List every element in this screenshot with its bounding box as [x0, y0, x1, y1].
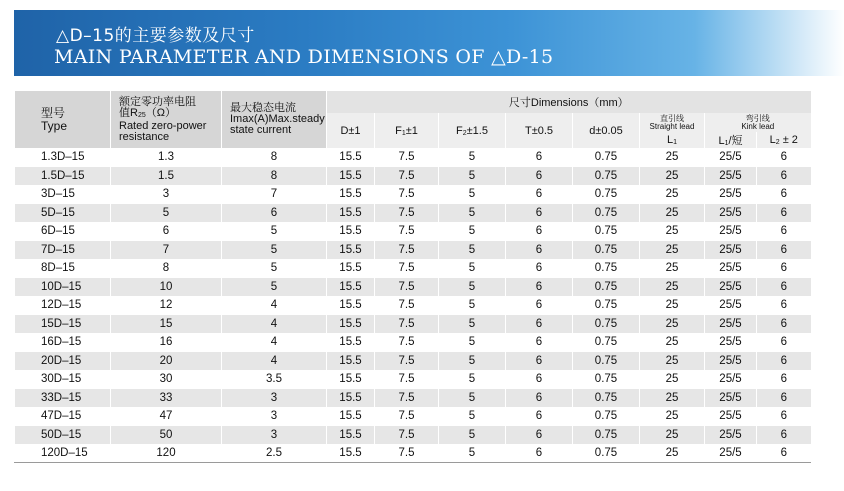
cell-f1: 7.5 [375, 222, 439, 241]
cell-model: 15D–15 [15, 315, 111, 334]
cell-model: 5D–15 [15, 204, 111, 223]
cell-resistance: 120 [111, 444, 222, 463]
table-row [15, 259, 811, 278]
cell-d: 15.5 [327, 259, 375, 278]
cell-f2: 5 [439, 185, 506, 204]
cell-current: 5 [222, 241, 327, 260]
cell-l1: 25 [640, 241, 705, 260]
cell-model: 50D–15 [15, 426, 111, 445]
cell-current: 4 [222, 352, 327, 371]
cell-l1: 25 [640, 389, 705, 408]
cell-t: 6 [506, 204, 573, 223]
cell-f1: 7.5 [375, 352, 439, 371]
header-l1-sub: 1 [673, 139, 678, 146]
cell-resistance: 50 [111, 426, 222, 445]
cell-l1-kink: 25/5 [705, 259, 757, 278]
cell-l2: 6 [757, 389, 811, 408]
cell-d: 15.5 [327, 278, 375, 297]
cell-t: 6 [506, 426, 573, 445]
cell-f1: 7.5 [375, 259, 439, 278]
cell-model: 47D–15 [15, 407, 111, 426]
table-row [15, 333, 811, 352]
header-f2-sub: 2 [462, 129, 467, 137]
cell-t: 6 [506, 222, 573, 241]
cell-resistance: 30 [111, 370, 222, 389]
cell-model: 20D–15 [15, 352, 111, 371]
cell-lead-diameter: 0.75 [573, 352, 640, 371]
cell-d: 15.5 [327, 407, 375, 426]
cell-d: 15.5 [327, 222, 375, 241]
header-lead-diameter: d±0.05 [573, 113, 640, 148]
cell-l1-kink: 25/5 [705, 204, 757, 223]
header-kink-lead [705, 113, 811, 132]
cell-l1: 25 [640, 222, 705, 241]
cell-t: 6 [506, 241, 573, 260]
cell-f2: 5 [439, 407, 506, 426]
table-row [15, 241, 811, 260]
cell-l1: 25 [640, 352, 705, 371]
header-f2-tol: ±1.5 [466, 124, 488, 137]
cell-l1: 25 [640, 333, 705, 352]
cell-l1-kink: 25/5 [705, 315, 757, 334]
cell-d: 15.5 [327, 333, 375, 352]
cell-f1: 7.5 [375, 241, 439, 260]
cell-f1: 7.5 [375, 444, 439, 463]
cell-l2: 6 [757, 241, 811, 260]
cell-t: 6 [506, 370, 573, 389]
header-f1 [375, 113, 439, 148]
header-l2 [757, 132, 811, 148]
header-l2-sub: 2 [775, 139, 780, 146]
cell-f2: 5 [439, 352, 506, 371]
cell-f2: 5 [439, 222, 506, 241]
header-l1-letter: L [666, 134, 674, 146]
cell-f2: 5 [439, 167, 506, 186]
cell-resistance: 3 [111, 185, 222, 204]
cell-resistance: 16 [111, 333, 222, 352]
cell-d: 15.5 [327, 296, 375, 315]
header-l1k-letter: L [718, 135, 725, 147]
cell-t: 6 [506, 167, 573, 186]
cell-model: 10D–15 [15, 278, 111, 297]
cell-model: 33D–15 [15, 389, 111, 408]
cell-f1: 7.5 [375, 426, 439, 445]
cell-lead-diameter: 0.75 [573, 370, 640, 389]
cell-l1: 25 [640, 370, 705, 389]
cell-t: 6 [506, 315, 573, 334]
cell-l1-kink: 25/5 [705, 444, 757, 463]
cell-l1-kink: 25/5 [705, 148, 757, 167]
cell-d: 15.5 [327, 370, 375, 389]
table-row [15, 278, 811, 297]
cell-l1-kink: 25/5 [705, 370, 757, 389]
cell-model: 1.5D–15 [15, 167, 111, 186]
cell-l1: 25 [640, 407, 705, 426]
cell-t: 6 [506, 296, 573, 315]
header-resistance-cn: 额定零功率电阻 [119, 95, 196, 108]
cell-model: 7D–15 [15, 241, 111, 260]
cell-l1: 25 [640, 278, 705, 297]
cell-l2: 6 [757, 259, 811, 278]
cell-lead-diameter: 0.75 [573, 185, 640, 204]
cell-t: 6 [506, 185, 573, 204]
cell-current: 3.5 [222, 370, 327, 389]
cell-f1: 7.5 [375, 389, 439, 408]
cell-l2: 6 [757, 352, 811, 371]
cell-lead-diameter: 0.75 [573, 407, 640, 426]
table-row [15, 148, 811, 167]
cell-f2: 5 [439, 278, 506, 297]
cell-resistance: 1.3 [111, 148, 222, 167]
cell-t: 6 [506, 444, 573, 463]
cell-current: 3 [222, 389, 327, 408]
cell-l1-kink: 25/5 [705, 407, 757, 426]
header-f2 [439, 113, 506, 148]
cell-l1-kink: 25/5 [705, 426, 757, 445]
cell-d: 15.5 [327, 315, 375, 334]
cell-d: 15.5 [327, 426, 375, 445]
header-f1-tol: ±1 [405, 124, 418, 137]
cell-d: 15.5 [327, 389, 375, 408]
header-type [15, 91, 111, 148]
header-l1k-short: /短 [728, 135, 743, 147]
cell-l1: 25 [640, 315, 705, 334]
cell-current: 3 [222, 426, 327, 445]
cell-f2: 5 [439, 426, 506, 445]
banner-title-english: MAIN PARAMETER AND DIMENSIONS OF △D-15 [54, 46, 554, 68]
table-row [15, 407, 811, 426]
header-resistance [111, 91, 222, 148]
cell-current: 5 [222, 259, 327, 278]
cell-l2: 6 [757, 370, 811, 389]
table-row [15, 389, 811, 408]
cell-current: 4 [222, 315, 327, 334]
cell-lead-diameter: 0.75 [573, 315, 640, 334]
cell-f1: 7.5 [375, 204, 439, 223]
cell-lead-diameter: 0.75 [573, 426, 640, 445]
cell-lead-diameter: 0.75 [573, 259, 640, 278]
cell-lead-diameter: 0.75 [573, 389, 640, 408]
cell-current: 3 [222, 407, 327, 426]
cell-resistance: 7 [111, 241, 222, 260]
table-row [15, 444, 811, 463]
table-row [15, 222, 811, 241]
cell-current: 2.5 [222, 444, 327, 463]
cell-t: 6 [506, 389, 573, 408]
cell-f1: 7.5 [375, 148, 439, 167]
header-straight-lead [640, 113, 705, 132]
cell-lead-diameter: 0.75 [573, 167, 640, 186]
header-l1-kink [705, 132, 757, 148]
cell-f1: 7.5 [375, 407, 439, 426]
cell-t: 6 [506, 407, 573, 426]
table-row [15, 185, 811, 204]
cell-model: 30D–15 [15, 370, 111, 389]
cell-d: 15.5 [327, 241, 375, 260]
cell-l2: 6 [757, 407, 811, 426]
cell-d: 15.5 [327, 185, 375, 204]
cell-resistance: 15 [111, 315, 222, 334]
cell-l1: 25 [640, 259, 705, 278]
cell-l1-kink: 25/5 [705, 185, 757, 204]
cell-lead-diameter: 0.75 [573, 222, 640, 241]
table-row [15, 370, 811, 389]
table-row [15, 352, 811, 371]
cell-current: 4 [222, 333, 327, 352]
cell-l1-kink: 25/5 [705, 241, 757, 260]
cell-f2: 5 [439, 370, 506, 389]
cell-t: 6 [506, 259, 573, 278]
header-type-en: Type [41, 118, 68, 133]
header-l1 [640, 132, 705, 148]
cell-model: 12D–15 [15, 296, 111, 315]
cell-current: 8 [222, 167, 327, 186]
cell-lead-diameter: 0.75 [573, 241, 640, 260]
cell-current: 8 [222, 148, 327, 167]
table-body [15, 148, 811, 463]
cell-f1: 7.5 [375, 296, 439, 315]
header-resistance-r: 值R [119, 106, 138, 119]
header-resistance-sub: 25 [137, 111, 146, 119]
header-l2-letter: L [769, 134, 776, 146]
table-row [15, 296, 811, 315]
header-kink-en: Kink lead [741, 121, 775, 131]
table-row [15, 315, 811, 334]
header-current-cn: 最大稳态电流 [230, 102, 296, 114]
cell-t: 6 [506, 278, 573, 297]
cell-f1: 7.5 [375, 185, 439, 204]
cell-lead-diameter: 0.75 [573, 333, 640, 352]
cell-d: 15.5 [327, 352, 375, 371]
cell-resistance: 1.5 [111, 167, 222, 186]
cell-l1: 25 [640, 426, 705, 445]
table-row [15, 204, 811, 223]
cell-l1-kink: 25/5 [705, 222, 757, 241]
header-kink-cn: 弯引线 [745, 113, 770, 123]
header-l2-tol: ± 2 [779, 134, 798, 146]
cell-f2: 5 [439, 296, 506, 315]
cell-f1: 7.5 [375, 370, 439, 389]
header-l1k-sub: 1 [724, 140, 729, 147]
cell-l1-kink: 25/5 [705, 296, 757, 315]
cell-f1: 7.5 [375, 315, 439, 334]
cell-lead-diameter: 0.75 [573, 296, 640, 315]
header-d: D±1 [327, 113, 375, 148]
cell-current: 5 [222, 222, 327, 241]
cell-current: 5 [222, 278, 327, 297]
cell-l1: 25 [640, 167, 705, 186]
cell-l2: 6 [757, 296, 811, 315]
cell-f1: 7.5 [375, 167, 439, 186]
cell-l1-kink: 25/5 [705, 333, 757, 352]
cell-l2: 6 [757, 167, 811, 186]
cell-resistance: 5 [111, 204, 222, 223]
cell-current: 7 [222, 185, 327, 204]
cell-model: 1.3D–15 [15, 148, 111, 167]
cell-current: 6 [222, 204, 327, 223]
cell-l2: 6 [757, 333, 811, 352]
cell-f2: 5 [439, 148, 506, 167]
cell-resistance: 8 [111, 259, 222, 278]
cell-l2: 6 [757, 148, 811, 167]
cell-l2: 6 [757, 185, 811, 204]
cell-lead-diameter: 0.75 [573, 148, 640, 167]
cell-t: 6 [506, 148, 573, 167]
cell-t: 6 [506, 352, 573, 371]
header-straight-cn: 直引线 [660, 113, 684, 123]
cell-f2: 5 [439, 241, 506, 260]
cell-f2: 5 [439, 333, 506, 352]
cell-l1: 25 [640, 444, 705, 463]
header-current [222, 91, 327, 148]
header-type-cn: 型号 [41, 105, 66, 120]
cell-l1-kink: 25/5 [705, 278, 757, 297]
header-straight-en: Straight lead [649, 121, 695, 131]
cell-d: 15.5 [327, 204, 375, 223]
cell-l1-kink: 25/5 [705, 352, 757, 371]
header-f1-sub: 1 [401, 129, 406, 137]
cell-d: 15.5 [327, 444, 375, 463]
header-resistance-cn2 [119, 108, 221, 121]
header-f1-letter: F [395, 124, 402, 137]
cell-l1: 25 [640, 148, 705, 167]
cell-model: 3D–15 [15, 185, 111, 204]
cell-model: 120D–15 [15, 444, 111, 463]
cell-resistance: 6 [111, 222, 222, 241]
cell-f2: 5 [439, 204, 506, 223]
cell-l2: 6 [757, 315, 811, 334]
header-t: T±0.5 [506, 113, 573, 148]
cell-model: 8D–15 [15, 259, 111, 278]
cell-resistance: 20 [111, 352, 222, 371]
cell-resistance: 10 [111, 278, 222, 297]
cell-l2: 6 [757, 222, 811, 241]
cell-current: 4 [222, 296, 327, 315]
cell-f2: 5 [439, 315, 506, 334]
cell-f1: 7.5 [375, 333, 439, 352]
cell-t: 6 [506, 333, 573, 352]
cell-l2: 6 [757, 204, 811, 223]
cell-resistance: 33 [111, 389, 222, 408]
title-banner [14, 10, 844, 76]
cell-model: 16D–15 [15, 333, 111, 352]
header-resistance-unit: （Ω） [145, 106, 176, 119]
cell-f2: 5 [439, 259, 506, 278]
cell-l1: 25 [640, 185, 705, 204]
cell-lead-diameter: 0.75 [573, 278, 640, 297]
cell-lead-diameter: 0.75 [573, 444, 640, 463]
header-resistance-en: Rated zero-power resistance [119, 119, 207, 143]
cell-resistance: 47 [111, 407, 222, 426]
header-dimensions: 尺寸Dimensions（mm） [327, 91, 811, 113]
cell-d: 15.5 [327, 148, 375, 167]
header-current-en: Imax(A)Max.steady state current [230, 113, 325, 136]
table-row [15, 426, 811, 445]
parameter-table [14, 91, 811, 463]
cell-l1: 25 [640, 296, 705, 315]
cell-l1-kink: 25/5 [705, 389, 757, 408]
cell-d: 15.5 [327, 167, 375, 186]
cell-l1-kink: 25/5 [705, 167, 757, 186]
cell-model: 6D–15 [15, 222, 111, 241]
cell-f1: 7.5 [375, 278, 439, 297]
cell-l2: 6 [757, 426, 811, 445]
cell-l2: 6 [757, 444, 811, 463]
cell-f2: 5 [439, 444, 506, 463]
header-f2-letter: F [456, 124, 463, 137]
banner-title-chinese: △D–15的主要参数及尺寸 [56, 26, 255, 46]
cell-resistance: 12 [111, 296, 222, 315]
cell-lead-diameter: 0.75 [573, 204, 640, 223]
cell-f2: 5 [439, 389, 506, 408]
table-row [15, 167, 811, 186]
cell-l1: 25 [640, 204, 705, 223]
cell-l2: 6 [757, 278, 811, 297]
